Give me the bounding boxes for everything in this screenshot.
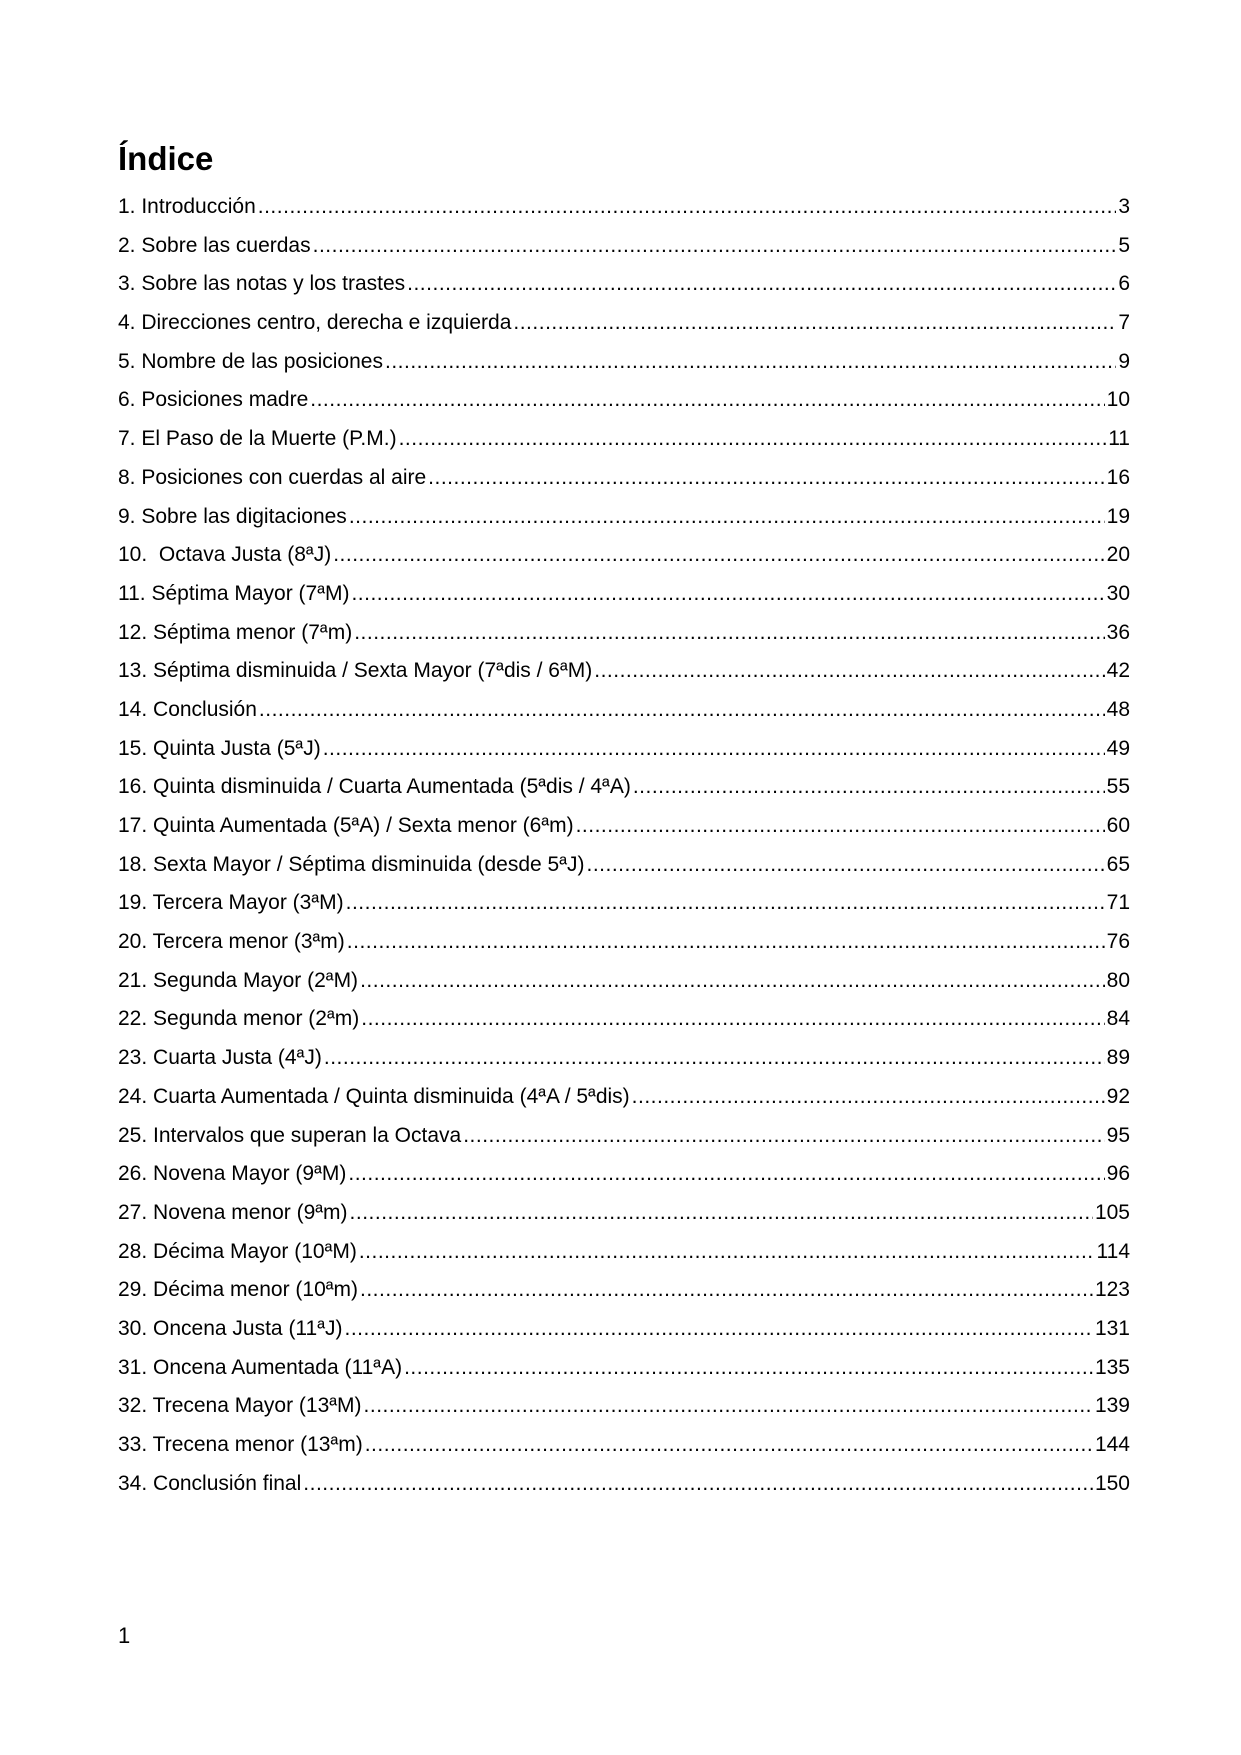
toc-entry-page: 89 [1106, 1046, 1130, 1070]
toc-entry-page: 92 [1106, 1084, 1130, 1108]
toc-entry-title: 19. Tercera Mayor (3ªM) [118, 891, 344, 915]
toc-entry-title: 16. Quinta disminuida / Cuarta Aumentada (5ªdis / 4ªA) [118, 775, 631, 799]
toc-dot-leader [399, 420, 1107, 459]
toc-entry[interactable] [118, 730, 1130, 769]
toc-entry-page: 135 [1094, 1355, 1130, 1379]
toc-dot-leader [303, 1465, 1093, 1504]
toc-entry-page: 114 [1096, 1239, 1130, 1263]
toc-entry-page: 131 [1094, 1316, 1130, 1340]
toc-entry-page: 55 [1106, 775, 1130, 799]
toc-dot-leader [345, 1310, 1093, 1349]
toc-dot-leader [513, 304, 1116, 343]
toc-dot-leader [576, 807, 1105, 846]
toc-entry[interactable] [118, 459, 1130, 498]
toc-entry-title: 11. Séptima Mayor (7ªM) [118, 581, 350, 605]
toc-entry-title: 17. Quinta Aumentada (5ªA) / Sexta menor (6ªm) [118, 814, 574, 837]
toc-entry-title: 13. Séptima disminuida / Sexta Mayor (7ªdis / 6ªM) [118, 659, 593, 683]
toc-entry[interactable] [118, 1349, 1130, 1388]
toc-dot-leader [351, 575, 1104, 614]
toc-dot-leader [347, 923, 1105, 962]
toc-entry[interactable] [118, 343, 1130, 382]
toc-entry-title: 34. Conclusión final [118, 1471, 302, 1495]
toc-entry-page: 95 [1106, 1123, 1130, 1147]
toc-entry-page: 48 [1106, 697, 1130, 721]
toc-entry[interactable] [118, 652, 1130, 691]
toc-entry-page: 10 [1106, 388, 1130, 412]
toc-entry-title: 2. Sobre las cuerdas [118, 233, 311, 257]
toc-dot-leader [463, 1117, 1104, 1156]
toc-dot-leader [324, 1039, 1105, 1078]
toc-entry[interactable] [118, 1194, 1130, 1233]
toc-dot-leader [360, 1271, 1093, 1310]
toc-dot-leader [346, 884, 1105, 923]
toc-entry-title: 18. Sexta Mayor / Séptima disminuida (desde 5ªJ) [118, 852, 585, 876]
toc-entry-title: 27. Novena menor (9ªm) [118, 1200, 348, 1224]
toc-entry[interactable] [118, 1039, 1130, 1078]
toc-entry-title: 14. Conclusión [118, 697, 257, 721]
toc-dot-leader [354, 614, 1104, 653]
toc-entry-page: 6 [1118, 272, 1130, 296]
toc-entry-page: 60 [1106, 814, 1130, 837]
toc-entry-page: 36 [1106, 620, 1130, 644]
toc-entry-page: 30 [1106, 581, 1130, 605]
toc-dot-leader [350, 1194, 1093, 1233]
toc-dot-leader [310, 381, 1104, 420]
toc-dot-leader [594, 652, 1104, 691]
toc-entry[interactable] [118, 1465, 1130, 1504]
toc-entry-page: 80 [1106, 968, 1130, 992]
toc-entry[interactable] [118, 575, 1130, 614]
toc-entry-title: 31. Oncena Aumentada (11ªA) [118, 1355, 403, 1379]
toc-entry[interactable] [118, 227, 1130, 266]
toc-entry[interactable] [118, 884, 1130, 923]
toc-entry[interactable] [118, 420, 1130, 459]
toc-entry-title: 4. Direcciones centro, derecha e izquierda [118, 311, 512, 335]
toc-entry-title: 29. Décima menor (10ªm) [118, 1278, 359, 1302]
toc-entry-page: 65 [1106, 852, 1130, 876]
toc-entry[interactable] [118, 1426, 1130, 1465]
toc-entry-title: 12. Séptima menor (7ªm) [118, 620, 353, 644]
toc-dot-leader [323, 730, 1105, 769]
toc-dot-leader [364, 1387, 1093, 1426]
toc-entry-page: 16 [1106, 465, 1130, 489]
toc-entry-title: 26. Novena Mayor (9ªM) [118, 1162, 347, 1186]
toc-dot-leader [385, 343, 1116, 382]
toc-entry-title: 1. Introducción [118, 195, 256, 218]
toc-dot-leader [428, 459, 1104, 498]
toc-entry-page: 42 [1106, 659, 1130, 683]
toc-dot-leader [333, 536, 1104, 575]
toc-entry[interactable] [118, 536, 1130, 575]
toc-entry-title: 23. Cuarta Justa (4ªJ) [118, 1046, 322, 1070]
toc-entry-page: 49 [1106, 736, 1130, 760]
page-title: Índice [118, 140, 214, 177]
toc-entry-title: 33. Trecena menor (13ªm) [118, 1433, 363, 1456]
toc-entry-page: 144 [1094, 1433, 1130, 1456]
toc-entry-page: 105 [1094, 1200, 1130, 1224]
toc-entry[interactable] [118, 1078, 1130, 1117]
toc-entry-title: 7. El Paso de la Muerte (P.M.) [118, 427, 397, 451]
toc-entry-page: 5 [1118, 233, 1130, 257]
page-number: 1 [118, 1623, 131, 1648]
toc-entry-title: 32. Trecena Mayor (13ªM) [118, 1394, 362, 1418]
toc-dot-leader [632, 1078, 1105, 1117]
toc-entry-title: 28. Décima Mayor (10ªM) [118, 1239, 357, 1263]
table-of-contents [118, 188, 1130, 1503]
toc-entry[interactable] [118, 304, 1130, 343]
toc-dot-leader [360, 962, 1105, 1001]
toc-entry-title: 6. Posiciones madre [118, 388, 309, 412]
toc-entry-page: 139 [1094, 1394, 1130, 1418]
toc-entry-title: 3. Sobre las notas y los trastes [118, 272, 406, 296]
toc-dot-leader [407, 265, 1116, 304]
toc-dot-leader [365, 1426, 1093, 1465]
toc-dot-leader [404, 1349, 1093, 1388]
toc-entry-page: 11 [1108, 427, 1130, 451]
toc-entry-page: 71 [1106, 891, 1130, 915]
toc-entry-page: 76 [1106, 930, 1130, 954]
toc-entry-page: 20 [1106, 543, 1130, 567]
toc-entry[interactable] [118, 846, 1130, 885]
toc-entry-page: 7 [1118, 311, 1130, 335]
toc-entry[interactable] [118, 614, 1130, 653]
toc-entry[interactable] [118, 1117, 1130, 1156]
toc-entry[interactable] [118, 1000, 1130, 1039]
toc-entry-page: 123 [1094, 1278, 1130, 1302]
toc-entry[interactable] [118, 691, 1130, 730]
toc-entry-title: 8. Posiciones con cuerdas al aire [118, 465, 427, 489]
toc-entry[interactable] [118, 923, 1130, 962]
toc-entry-page: 96 [1106, 1162, 1130, 1186]
toc-entry[interactable] [118, 807, 1130, 846]
toc-dot-leader [587, 846, 1105, 885]
toc-dot-leader [258, 188, 1117, 227]
toc-dot-leader [633, 768, 1105, 807]
toc-dot-leader [349, 498, 1105, 537]
toc-entry-title: 25. Intervalos que superan la Octava [118, 1123, 462, 1147]
toc-entry[interactable] [118, 188, 1130, 227]
toc-dot-leader [348, 1155, 1104, 1194]
toc-entry-title: 30. Oncena Justa (11ªJ) [118, 1316, 343, 1340]
toc-entry[interactable] [118, 498, 1130, 537]
toc-entry[interactable] [118, 962, 1130, 1001]
toc-dot-leader [359, 1233, 1095, 1272]
toc-dot-leader [361, 1000, 1104, 1039]
toc-entry-page: 3 [1118, 195, 1130, 218]
toc-entry[interactable] [118, 1271, 1130, 1310]
toc-entry-title: 10. Octava Justa (8ªJ) [118, 543, 332, 567]
toc-entry-title: 5. Nombre de las posiciones [118, 349, 383, 373]
toc-entry[interactable] [118, 1233, 1130, 1272]
toc-entry-page: 84 [1106, 1007, 1130, 1031]
toc-entry-page: 9 [1118, 349, 1130, 373]
toc-dot-leader [259, 691, 1105, 730]
toc-entry[interactable] [118, 381, 1130, 420]
toc-entry[interactable] [118, 768, 1130, 807]
toc-entry-title: 24. Cuarta Aumentada / Quinta disminuida (4ªA / 5ªdis) [118, 1084, 630, 1108]
toc-entry-page: 19 [1106, 504, 1130, 528]
toc-entry-title: 15. Quinta Justa (5ªJ) [118, 736, 321, 760]
toc-entry[interactable] [118, 1310, 1130, 1349]
toc-dot-leader [313, 227, 1117, 266]
toc-entry-page: 150 [1094, 1471, 1130, 1495]
toc-entry-title: 20. Tercera menor (3ªm) [118, 930, 345, 954]
toc-entry[interactable] [118, 1155, 1130, 1194]
toc-entry[interactable] [118, 1387, 1130, 1426]
toc-entry-title: 9. Sobre las digitaciones [118, 504, 347, 528]
toc-entry[interactable] [118, 265, 1130, 304]
toc-entry-title: 21. Segunda Mayor (2ªM) [118, 968, 359, 992]
toc-entry-title: 22. Segunda menor (2ªm) [118, 1007, 360, 1031]
